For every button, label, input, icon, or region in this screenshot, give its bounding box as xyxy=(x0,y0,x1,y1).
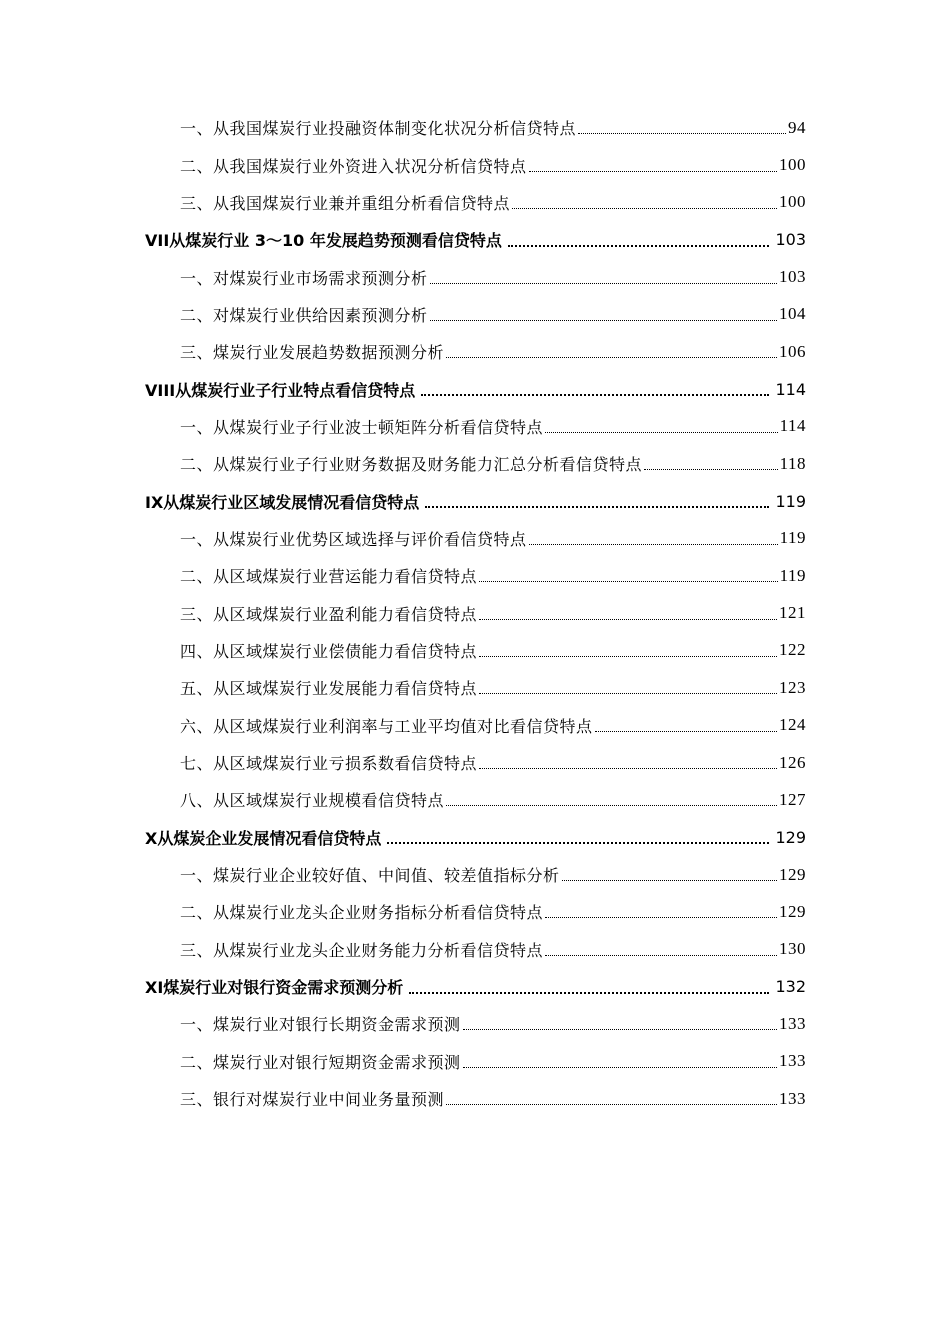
toc-section-entry[interactable] xyxy=(0,258,950,295)
toc-dot-leader xyxy=(430,283,777,284)
toc-page-number: 104 xyxy=(779,304,806,324)
toc-section-entry[interactable] xyxy=(0,669,950,706)
toc-page-number: 129 xyxy=(779,864,806,884)
toc-page-number: 130 xyxy=(779,939,806,959)
toc-chapter-entry[interactable] xyxy=(0,370,950,407)
toc-page-number: 119 xyxy=(779,528,806,548)
toc-page-number: 118 xyxy=(779,453,806,473)
toc-entry-label: 七、从区域煤炭行业亏损系数看信贷特点 xyxy=(180,754,478,774)
toc-entry-label: 三、从我国煤炭行业兼并重组分析看信贷特点 xyxy=(180,193,511,213)
toc-page-number: 114 xyxy=(775,379,806,399)
toc-entry-label: VII从煤炭行业 3～10 年发展趋势预测看信贷特点 xyxy=(145,231,502,251)
toc-entry-label: 五、从区域煤炭行业发展能力看信贷特点 xyxy=(180,679,478,699)
toc-section-entry[interactable] xyxy=(0,445,950,482)
toc-section-entry[interactable] xyxy=(0,520,950,557)
toc-chapter-entry[interactable] xyxy=(0,221,950,258)
toc-section-entry[interactable] xyxy=(0,632,950,669)
toc-entry-label: IX从煤炭行业区域发展情况看信贷特点 xyxy=(145,492,420,512)
toc-dot-leader xyxy=(446,805,777,806)
toc-section-entry[interactable] xyxy=(0,1080,950,1117)
toc-entry-label: X从煤炭企业发展情况看信贷特点 xyxy=(145,828,382,848)
toc-section-entry[interactable] xyxy=(0,594,950,631)
toc-section-entry[interactable] xyxy=(0,408,950,445)
toc-page-number: 124 xyxy=(779,715,806,735)
toc-page-number: 133 xyxy=(779,1088,806,1108)
toc-entry-label: 二、从区域煤炭行业营运能力看信贷特点 xyxy=(180,567,478,587)
toc-dot-leader xyxy=(479,656,777,657)
toc-entry-label: 三、煤炭行业发展趋势数据预测分析 xyxy=(180,343,445,363)
toc-entry-label: 一、对煤炭行业市场需求预测分析 xyxy=(180,268,428,288)
toc-dot-leader xyxy=(463,1067,777,1068)
toc-page-number: 114 xyxy=(779,416,806,436)
toc-dot-leader xyxy=(595,731,777,732)
toc-dot-leader xyxy=(545,955,777,956)
toc-page-number: 126 xyxy=(779,752,806,772)
toc-dot-leader xyxy=(545,917,777,918)
toc-dot-leader xyxy=(512,208,777,209)
toc-page-number: 119 xyxy=(779,565,806,585)
toc-section-entry[interactable] xyxy=(0,856,950,893)
toc-entry-label: 一、从煤炭行业子行业波士顿矩阵分析看信贷特点 xyxy=(180,417,544,437)
toc-section-entry[interactable] xyxy=(0,1043,950,1080)
toc-entry-label: 一、煤炭行业企业较好值、中间值、较差值指标分析 xyxy=(180,866,560,886)
toc-section-entry[interactable] xyxy=(0,333,950,370)
toc-entry-label: XI煤炭行业对银行资金需求预测分析 xyxy=(145,978,404,998)
toc-entry-label: 二、从煤炭行业龙头企业财务指标分析看信贷特点 xyxy=(180,903,544,923)
toc-page-number: 129 xyxy=(775,827,806,847)
toc-page-number: 100 xyxy=(779,192,806,212)
toc-dot-leader xyxy=(446,1104,777,1105)
toc-page-number: 123 xyxy=(779,677,806,697)
toc-entry-label: 六、从区域煤炭行业利润率与工业平均值对比看信贷特点 xyxy=(180,716,593,736)
toc-chapter-entry[interactable] xyxy=(0,482,950,519)
toc-page-number: 94 xyxy=(788,117,806,137)
toc-section-entry[interactable] xyxy=(0,109,950,146)
toc-section-entry[interactable] xyxy=(0,707,950,744)
toc-section-entry[interactable] xyxy=(0,893,950,930)
toc-page-number: 129 xyxy=(779,901,806,921)
toc-page-number: 133 xyxy=(779,1051,806,1071)
toc-dot-leader xyxy=(644,469,778,470)
toc-dot-leader xyxy=(421,394,769,396)
toc-dot-leader xyxy=(463,1029,777,1030)
toc-dot-leader xyxy=(387,842,769,844)
toc-section-entry[interactable] xyxy=(0,557,950,594)
toc-page-number: 106 xyxy=(779,341,806,361)
toc-page-number: 100 xyxy=(779,155,806,175)
toc-page-number: 103 xyxy=(779,267,806,287)
toc-page-number: 133 xyxy=(779,1013,806,1033)
toc-entry-label: 三、从区域煤炭行业盈利能力看信贷特点 xyxy=(180,604,478,624)
toc-entry-label: 八、从区域煤炭行业规模看信贷特点 xyxy=(180,791,445,811)
toc-chapter-entry[interactable] xyxy=(0,819,950,856)
toc-section-entry[interactable] xyxy=(0,1005,950,1042)
toc-section-entry[interactable] xyxy=(0,781,950,818)
toc-entry-label: 一、煤炭行业对银行长期资金需求预测 xyxy=(180,1015,461,1035)
toc-page-number: 122 xyxy=(779,640,806,660)
toc-dot-leader xyxy=(545,432,778,433)
toc-dot-leader xyxy=(479,768,777,769)
toc-entry-label: 二、从我国煤炭行业外资进入状况分析信贷特点 xyxy=(180,156,527,176)
toc-entry-label: VIII从煤炭行业子行业特点看信贷特点 xyxy=(145,380,416,400)
toc-page-number: 127 xyxy=(779,789,806,809)
toc-section-entry[interactable] xyxy=(0,296,950,333)
toc-dot-leader xyxy=(430,320,777,321)
toc-section-entry[interactable] xyxy=(0,744,950,781)
table-of-contents xyxy=(0,109,950,1117)
toc-dot-leader xyxy=(508,245,770,247)
toc-dot-leader xyxy=(479,693,777,694)
toc-section-entry[interactable] xyxy=(0,184,950,221)
toc-dot-leader xyxy=(562,880,777,881)
toc-dot-leader xyxy=(479,619,777,620)
toc-entry-label: 三、银行对煤炭行业中间业务量预测 xyxy=(180,1090,445,1110)
toc-page-number: 103 xyxy=(775,230,806,250)
toc-dot-leader xyxy=(446,357,777,358)
toc-page-number: 119 xyxy=(775,491,806,511)
toc-dot-leader xyxy=(425,506,769,508)
toc-entry-label: 三、从煤炭行业龙头企业财务能力分析看信贷特点 xyxy=(180,940,544,960)
toc-dot-leader xyxy=(529,171,777,172)
toc-entry-label: 二、对煤炭行业供给因素预测分析 xyxy=(180,305,428,325)
toc-entry-label: 二、从煤炭行业子行业财务数据及财务能力汇总分析看信贷特点 xyxy=(180,455,643,475)
toc-dot-leader xyxy=(409,992,769,994)
toc-chapter-entry[interactable] xyxy=(0,968,950,1005)
toc-dot-leader xyxy=(529,544,778,545)
toc-section-entry[interactable] xyxy=(0,146,950,183)
toc-page-number: 121 xyxy=(779,603,806,623)
toc-dot-leader xyxy=(578,133,786,134)
toc-entry-label: 一、从我国煤炭行业投融资体制变化状况分析信贷特点 xyxy=(180,119,577,139)
toc-dot-leader xyxy=(479,581,778,582)
toc-page-number: 132 xyxy=(775,977,806,997)
toc-entry-label: 四、从区域煤炭行业偿债能力看信贷特点 xyxy=(180,641,478,661)
toc-entry-label: 一、从煤炭行业优势区域选择与评价看信贷特点 xyxy=(180,529,527,549)
toc-section-entry[interactable] xyxy=(0,931,950,968)
toc-entry-label: 二、煤炭行业对银行短期资金需求预测 xyxy=(180,1052,461,1072)
